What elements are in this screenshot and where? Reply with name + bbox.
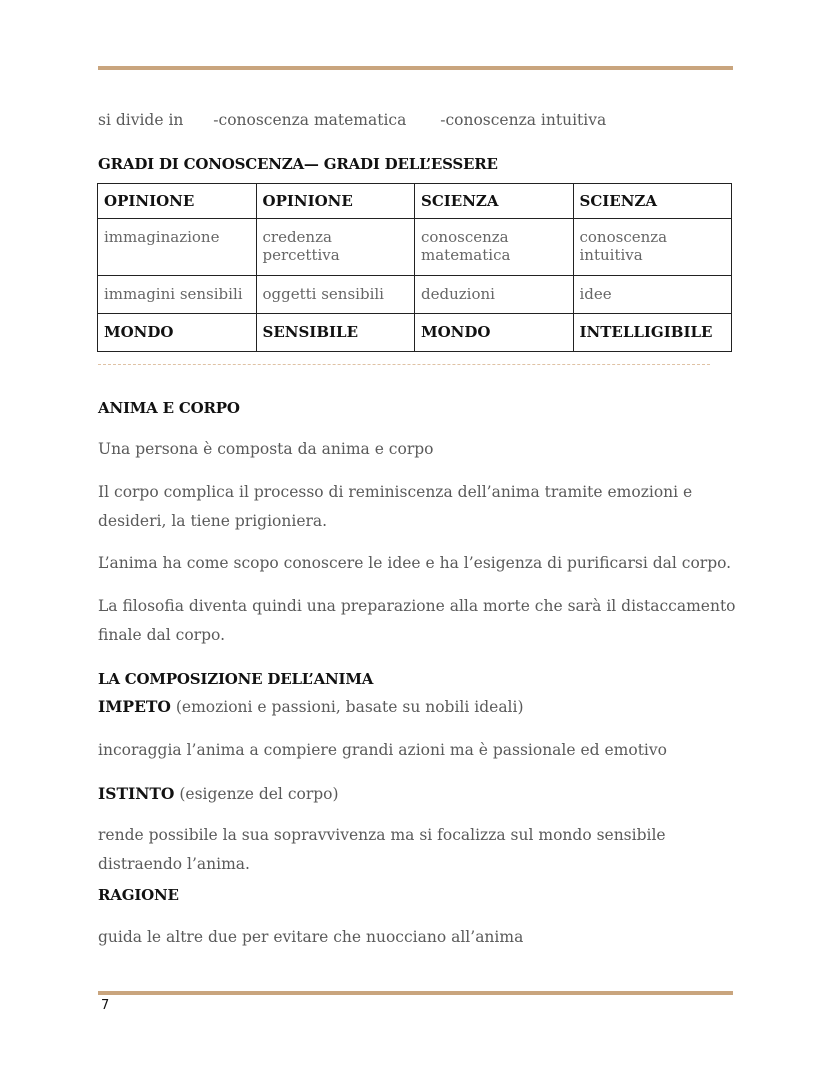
table-row [98,219,732,276]
top-rule [98,66,733,70]
table-cell: INTELLIGIBILE [573,314,732,352]
table-cell: immagini sensibili [98,276,257,314]
istinto-line [98,779,738,809]
table-cell: conoscenza intuitiva [573,219,732,276]
paragraph: guida le altre due per evitare che nuocciano all’anima [98,928,524,946]
paragraph: L’anima ha come scopo conoscere le idee e ha l’esigenza di purificarsi dal corpo. [98,554,732,572]
table-row [98,276,732,314]
page-number: 7 [101,998,110,1013]
table-cell: credenza percettiva [256,219,415,276]
table-cell: SENSIBILE [256,314,415,352]
table-cell: deduzioni [415,276,574,314]
impeto-line [98,692,738,722]
ragione-label: RAGIONE [98,886,179,904]
table-cell: MONDO [98,314,257,352]
intro-item-intuitive: -conoscenza intuitiva [440,111,607,129]
table-cell: OPINIONE [98,184,257,219]
intro-item-math: -conoscenza matematica [213,111,407,129]
impeto-label: IMPETO [98,697,171,716]
table-cell: OPINIONE [256,184,415,219]
table-cell: idee [573,276,732,314]
grades-table [97,183,732,352]
paragraph: Il corpo complica il processo di reminiscenza dell’anima tramite emozioni e desideri, la tiene prigioniera. [98,483,693,530]
table-cell: immaginazione [98,219,257,276]
impeto-text: (emozioni e passioni, basate su nobili ideali) [170,698,524,716]
table-title: GRADI DI CONOSCENZA— GRADI DELL’ESSERE [98,155,498,173]
paragraph: Una persona è composta da anima e corpo [98,440,434,458]
intro-line [98,111,606,129]
istinto-label: ISTINTO [98,784,175,803]
table-cell: conoscenza matematica [415,219,574,276]
intro-text: si divide in [98,111,184,129]
section-heading-anima-corpo: ANIMA E CORPO [98,399,240,417]
table-cell: MONDO [415,314,574,352]
dashed-divider [98,364,710,365]
table-cell: oggetti sensibili [256,276,415,314]
table-row [98,314,732,352]
istinto-text: (esigenze del corpo) [174,785,339,803]
table-row [98,184,732,219]
table-cell: SCIENZA [573,184,732,219]
paragraph: incoraggia l’anima a compiere grandi azioni ma è passionale ed emotivo [98,741,667,759]
paragraph: La filosofia diventa quindi una preparazione alla morte che sarà il distaccamento finale dal corpo. [98,597,736,644]
section-heading-composizione: LA COMPOSIZIONE DELL’ANIMA [98,670,374,688]
paragraph: rende possibile la sua sopravvivenza ma si focalizza sul mondo sensibile distraendo l’anima. [98,826,666,873]
table-cell: SCIENZA [415,184,574,219]
bottom-rule [98,991,733,995]
